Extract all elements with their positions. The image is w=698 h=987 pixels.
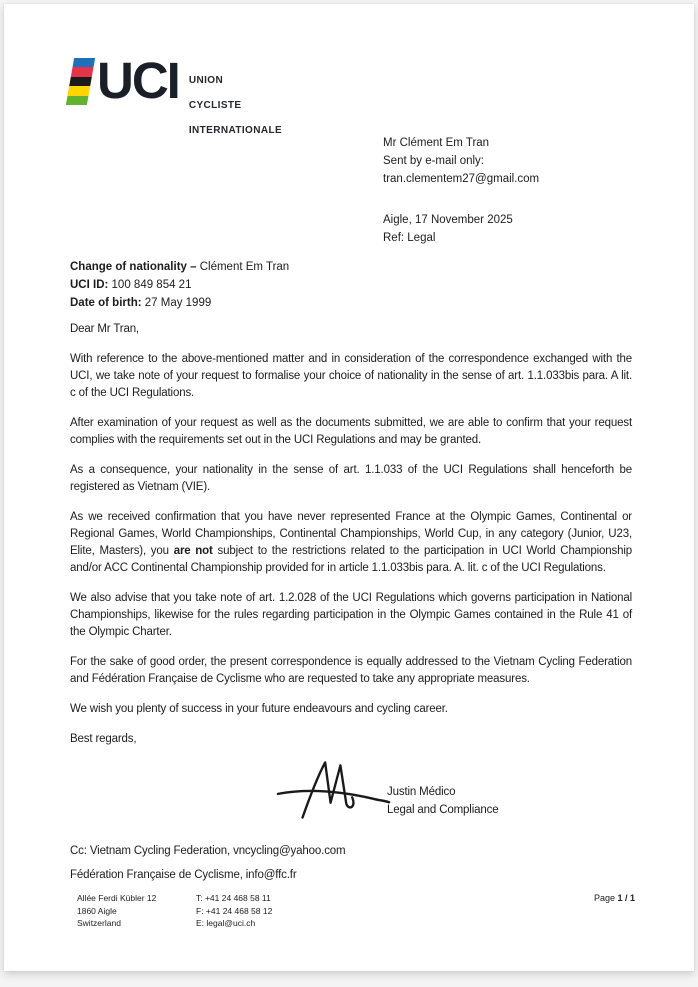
- dob-line: Date of birth: 27 May 1999: [70, 297, 212, 309]
- paragraph-4: As we received confirmation that you have never represented France at the Olympic Games, Continental or Regional Games, World Championships, Continental Championships, World Cup, in any category (Junior, U23, Elite, Masters), you are not subject to the restrictions related to the participation in UCI World Championship and/or ACC Continental Championship provided for in article 1.1.033bis para. A. lit. c of the UCI Regulations.: [70, 511, 633, 574]
- signer-block: [387, 783, 498, 819]
- delivery-method: Sent by e-mail only:: [383, 155, 484, 167]
- signature-row: [70, 761, 632, 839]
- cc-line-2: Fédération Française de Cyclisme, info@ffc.fr: [70, 869, 297, 881]
- stripe-green: [66, 96, 89, 105]
- letter-page: [4, 4, 694, 971]
- footer-address: [77, 892, 196, 930]
- salutation: Dear Mr Tran,: [70, 323, 139, 335]
- address-line: Switzerland: [77, 918, 121, 928]
- cc-block: [70, 843, 632, 884]
- subject-block: [70, 258, 289, 312]
- subject-line: Change of nationality – Clément Em Tran: [70, 261, 290, 273]
- page-number: Page 1 / 1: [593, 893, 635, 903]
- org-line: INTERNATIONALE: [188, 124, 283, 136]
- address-line: 1860 Aigle: [77, 905, 117, 916]
- paragraph-7: We wish you plenty of success in your future endeavours and cycling career.: [70, 703, 448, 715]
- paragraph-2: After examination of your request as well as the documents submitted, we are able to confirm that your request complies with the requirements set out in the UCI Regulations and may be granted.: [70, 417, 632, 446]
- letter-body: [70, 321, 632, 891]
- uci-logo: [70, 52, 283, 150]
- recipient-name: Mr Clément Em Tran: [383, 137, 490, 149]
- paragraph-3: As a consequence, your nationality in the sense of art. 1.1.033 of the UCI Regulations shall henceforth be registered as Vietnam (VIE).: [70, 464, 632, 493]
- brand-wordmark: UCI: [97, 52, 179, 109]
- stripe-blue: [72, 58, 95, 67]
- ref-line: Ref: Legal: [383, 232, 436, 244]
- org-line: UNION: [188, 74, 224, 86]
- paragraph-6: For the sake of good order, the present correspondence is equally addressed to the Vietnam Cycling Federation and Fédération Française de Cyclisme who are requested to take any appropriate measures.: [70, 656, 632, 685]
- recipient-block: [383, 134, 539, 188]
- address-line: Allée Ferdi Kübler 12: [77, 893, 157, 903]
- stripe-yellow: [68, 86, 91, 95]
- contact-line: E: legal@uci.ch: [196, 918, 256, 928]
- org-name: [189, 62, 282, 150]
- stripe-black: [69, 77, 92, 86]
- recipient-email: tran.clementem27@gmail.com: [383, 173, 540, 185]
- org-line: CYCLISTE: [188, 99, 242, 111]
- uci-id-line: UCI ID: 100 849 854 21: [70, 279, 192, 291]
- signer-title: Legal and Compliance: [387, 804, 499, 816]
- paragraph-5: We also advise that you take note of art. 1.2.028 of the UCI Regulations which governs participation in National Championships, likewise for the rules regarding participation in the Olympic Games contained in the Rule 41 of the Olympic Charter.: [70, 592, 632, 638]
- paragraph-1: With reference to the above-mentioned matter and in consideration of the correspondence exchanged with the UCI, we take note of your request to formalise your choice of nationality in the sense of art. 1.1.033bis para. A lit. c of the UCI Regulations.: [70, 353, 632, 399]
- handwritten-signature-icon: [275, 755, 393, 821]
- rainbow-stripes-icon: [66, 58, 95, 105]
- cc-line-1: Cc: Vietnam Cycling Federation, vncycling@yahoo.com: [70, 845, 346, 857]
- contact-line: F: +41 24 468 58 12: [196, 905, 273, 916]
- footer-contact: [196, 892, 356, 930]
- dateline-block: [383, 211, 513, 247]
- place-date: Aigle, 17 November 2025: [383, 214, 513, 226]
- footer: [77, 892, 635, 930]
- closing: Best regards,: [70, 733, 137, 745]
- stripe-red: [71, 67, 94, 76]
- signer-name: Justin Médico: [387, 786, 456, 798]
- contact-line: T: +41 24 468 58 11: [196, 893, 271, 903]
